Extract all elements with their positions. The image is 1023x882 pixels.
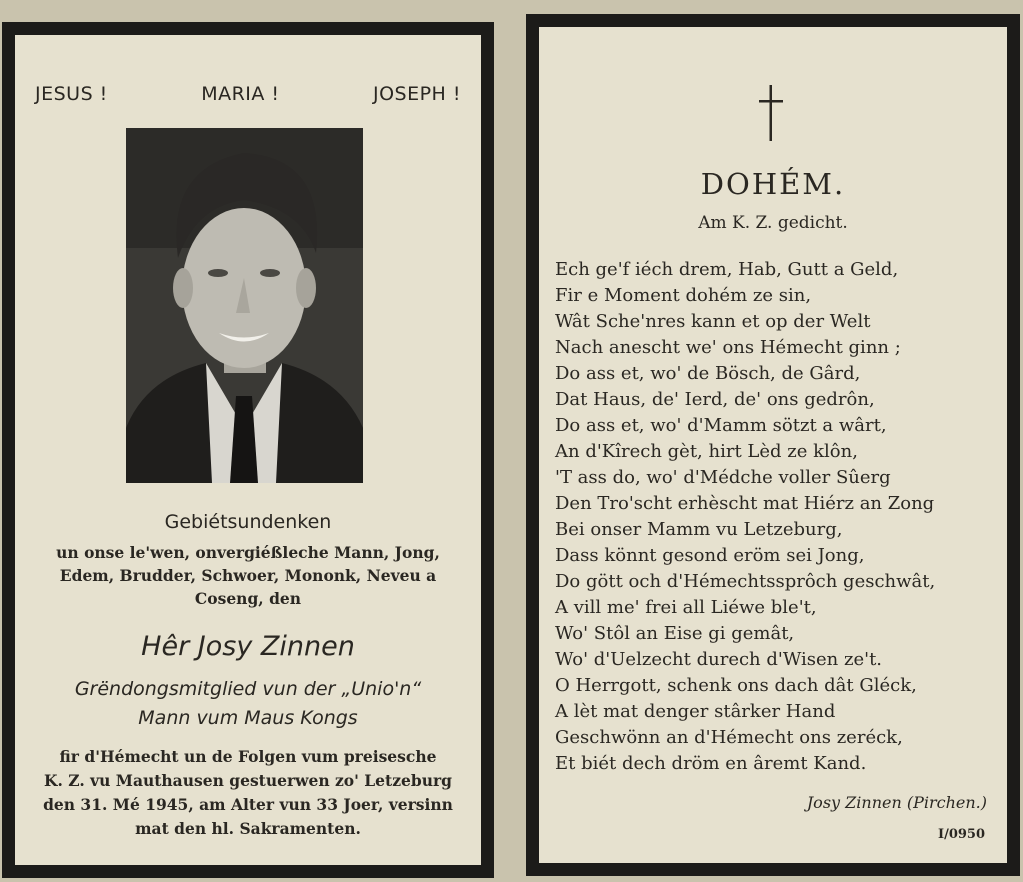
poem-line: Wo' Stôl an Eise gi gemât, xyxy=(555,623,795,644)
poem-line: Wât Sche'nres kann et op der Welt xyxy=(555,311,871,332)
membership-line: Grëndongsmitglied vun der „Unio'n“ xyxy=(74,678,422,700)
card-reference-number: I/0950 xyxy=(937,827,985,842)
poem-line: A lèt mat denger stârker Hand xyxy=(555,701,836,722)
poem-line: Fir e Moment dohém ze sin, xyxy=(555,285,812,306)
poem-line: Wo' d'Uelzecht durech d'Wisen ze't. xyxy=(555,649,883,670)
name-maria: MARIA ! xyxy=(201,83,280,105)
memorial-card-right xyxy=(526,14,1020,876)
poem-line: Dat Haus, de' Ierd, de' ons gedrôn, xyxy=(555,389,875,410)
relations-line: Coseng, den xyxy=(194,589,302,608)
portrait-photo xyxy=(126,128,363,483)
poem-line: 'T ass do, wo' d'Médche voller Sûerg xyxy=(555,467,891,488)
poem-line: Bei onser Mamm vu Letzeburg, xyxy=(555,519,843,540)
poem-subtitle: Am K. Z. gedicht. xyxy=(698,213,848,233)
death-line: mat den hl. Sakramenten. xyxy=(135,819,361,838)
poem-line: Ech ge'f iéch drem, Hab, Gutt a Geld, xyxy=(555,259,899,280)
holy-names-header xyxy=(35,83,461,105)
latin-cross-icon xyxy=(756,83,786,143)
name-jesus: JESUS ! xyxy=(35,83,108,105)
name-joseph: JOSEPH ! xyxy=(372,83,461,105)
poem-author: Josy Zinnen (Pirchen.) xyxy=(806,793,987,812)
poem-line: Do ass et, wo' de Bösch, de Gârd, xyxy=(555,363,861,384)
death-details xyxy=(29,745,467,841)
relations-line: un onse le'wen, onvergiéßleche Mann, Jong, xyxy=(56,543,440,562)
poem-line: O Herrgott, schenk ons dach dât Gléck, xyxy=(555,675,917,696)
death-line: den 31. Mé 1945, am Alter vun 33 Joer, versinn xyxy=(43,795,453,814)
poem-title: DOHÉM. xyxy=(700,167,846,201)
poem-line: Den Tro'scht erhèscht mat Hiérz an Zong xyxy=(555,493,935,514)
death-line: K. Z. vu Mauthausen gestuerwen zo' Letzeburg xyxy=(44,771,452,790)
poem-line: Do gött och d'Hémechtssprôch geschwât, xyxy=(555,571,936,592)
poem-body xyxy=(555,257,997,777)
poem-line: Do ass et, wo' d'Mamm sötzt a wârt, xyxy=(555,415,887,436)
poem-line: Et biét dech dröm en âremt Kand. xyxy=(555,753,867,774)
poem-line: Nach anescht we' ons Hémecht ginn ; xyxy=(555,337,901,358)
in-memory-heading: Gebiétsundenken xyxy=(164,511,332,533)
memorial-card-left xyxy=(2,22,494,878)
title-line: Mann vum Maus Kongs xyxy=(138,707,358,729)
relations-text xyxy=(31,541,465,610)
poem-line: Dass könnt gesond eröm sei Jong, xyxy=(555,545,865,566)
deceased-name: Hêr Josy Zinnen xyxy=(141,631,355,662)
poem-line: An d'Kîrech gèt, hirt Lèd ze klôn, xyxy=(555,441,858,462)
death-line: fir d'Hémecht un de Folgen vum preisesche xyxy=(59,747,437,766)
relations-line: Edem, Brudder, Schwoer, Mononk, Neveu a xyxy=(59,566,437,585)
poem-line: Geschwönn an d'Hémecht ons zeréck, xyxy=(555,727,903,748)
poem-line: A vill me' frei all Liéwe ble't, xyxy=(555,597,817,618)
